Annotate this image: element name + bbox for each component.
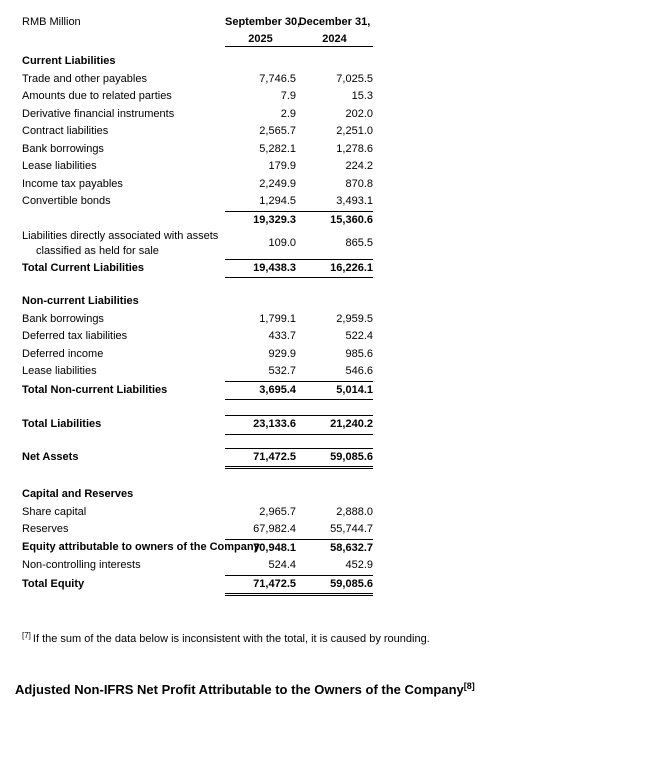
value-cell: 1,799.1 bbox=[259, 312, 296, 325]
row-label: Convertible bonds bbox=[22, 195, 111, 208]
row-label: Current Liabilities bbox=[22, 55, 116, 67]
value-cell: 2,959.5 bbox=[336, 312, 373, 325]
value-cell bbox=[225, 293, 296, 311]
section-heading-text: Adjusted Non-IFRS Net Profit Attributable to the Owners of the Company bbox=[15, 682, 464, 697]
row-label: Deferred income bbox=[22, 347, 104, 360]
value-cell: 16,226.1 bbox=[296, 259, 373, 278]
row-label: Bank borrowings bbox=[22, 142, 104, 155]
value-cell: 71,472.5 bbox=[225, 448, 296, 468]
value-cell: 55,744.7 bbox=[296, 521, 373, 539]
spacer-cell bbox=[296, 434, 373, 448]
row-label: Capital and Reserves bbox=[22, 488, 134, 500]
value-cell: 3,695.4 bbox=[225, 381, 296, 400]
unit-label: RMB Million bbox=[22, 16, 81, 28]
spacer-cell bbox=[225, 434, 296, 448]
table-row bbox=[22, 381, 373, 400]
row-label: Amounts due to related parties bbox=[22, 90, 172, 102]
table-row bbox=[22, 328, 373, 346]
value-cell: 109.0 bbox=[225, 229, 296, 259]
table-row bbox=[22, 521, 373, 539]
col-header-dec31: December 31, bbox=[298, 16, 371, 28]
value-cell: 19,438.3 bbox=[225, 259, 296, 278]
footnote-marker: [7] bbox=[22, 631, 31, 640]
spacer-cell bbox=[225, 278, 296, 294]
row-label bbox=[22, 229, 225, 259]
value-cell bbox=[296, 486, 373, 504]
row-label: Non-current Liabilities bbox=[22, 295, 139, 307]
col-header-year-2024: 2024 bbox=[296, 31, 373, 47]
table-row bbox=[22, 575, 373, 595]
row-label: Deferred tax liabilities bbox=[22, 330, 128, 342]
value-cell: 21,240.2 bbox=[296, 416, 373, 435]
spacer-row bbox=[22, 468, 373, 487]
value-cell: 870.8 bbox=[345, 177, 373, 190]
value-cell: 1,278.6 bbox=[336, 142, 373, 155]
table-row bbox=[22, 259, 373, 278]
value-cell: 1,294.5 bbox=[225, 193, 296, 211]
value-cell: 985.6 bbox=[345, 347, 373, 360]
value-cell: 546.6 bbox=[296, 363, 373, 381]
table-row bbox=[22, 193, 373, 211]
spacer-cell bbox=[22, 278, 225, 294]
table-header bbox=[22, 14, 373, 47]
value-cell: 5,282.1 bbox=[259, 142, 296, 155]
value-cell: 5,014.1 bbox=[296, 381, 373, 400]
col-header-year-2025: 2025 bbox=[225, 31, 296, 47]
table-row bbox=[22, 504, 373, 522]
value-cell: 179.9 bbox=[268, 160, 296, 172]
section-header-row bbox=[22, 53, 373, 71]
value-cell: 224.2 bbox=[345, 160, 373, 172]
value-cell: 202.0 bbox=[345, 107, 373, 120]
table-row bbox=[22, 158, 373, 176]
row-label-line1: Liabilities directly associated with assets bbox=[22, 230, 219, 242]
value-cell bbox=[296, 293, 373, 311]
value-cell: 2,249.9 bbox=[259, 177, 296, 190]
table-row bbox=[22, 141, 373, 159]
value-cell: 929.9 bbox=[268, 347, 296, 360]
value-cell: 59,085.6 bbox=[296, 448, 373, 468]
value-cell: 452.9 bbox=[296, 557, 373, 575]
row-label: Net Assets bbox=[22, 451, 79, 463]
header-row-2 bbox=[22, 31, 373, 47]
spacer-cell bbox=[296, 400, 373, 416]
spacer-cell bbox=[296, 278, 373, 294]
value-cell: 70,948.1 bbox=[253, 541, 296, 554]
financial-table-body bbox=[22, 47, 373, 595]
footnote bbox=[22, 629, 650, 646]
spacer-cell bbox=[22, 434, 225, 448]
section-header-row bbox=[22, 486, 373, 504]
footnote-text: If the sum of the data below is inconsistent with the total, it is caused by rounding. bbox=[32, 633, 430, 645]
value-cell: 3,493.1 bbox=[296, 193, 373, 211]
value-cell bbox=[225, 53, 296, 71]
value-cell: 19,329.3 bbox=[253, 213, 296, 226]
section-header-row bbox=[22, 293, 373, 311]
table-row bbox=[22, 539, 373, 557]
value-cell bbox=[225, 486, 296, 504]
row-label: Total Equity bbox=[22, 578, 85, 590]
value-cell: 58,632.7 bbox=[330, 541, 373, 554]
row-label: Equity attributable to owners of the Company bbox=[22, 541, 260, 554]
header-row-1 bbox=[22, 14, 373, 31]
value-cell: 15.3 bbox=[351, 90, 373, 102]
value-cell: 2,965.7 bbox=[259, 505, 296, 518]
row-label: Contract liabilities bbox=[22, 125, 109, 137]
table-row bbox=[22, 448, 373, 468]
table-row bbox=[22, 363, 373, 381]
section-heading-marker: [8] bbox=[463, 681, 475, 691]
row-label: Reserves bbox=[22, 523, 69, 536]
table-row bbox=[22, 557, 373, 575]
col-header-sep30: September 30, bbox=[225, 16, 301, 28]
value-cell: 67,982.4 bbox=[225, 521, 296, 539]
row-label: Income tax payables bbox=[22, 177, 123, 190]
row-label: Trade and other payables bbox=[22, 72, 147, 85]
table-row bbox=[22, 311, 373, 329]
value-cell: 23,133.6 bbox=[225, 416, 296, 435]
value-cell: 71,472.5 bbox=[225, 575, 296, 595]
header-empty-cell bbox=[22, 31, 225, 47]
table-row bbox=[22, 88, 373, 106]
table-row bbox=[22, 71, 373, 89]
value-cell: 2,251.0 bbox=[336, 125, 373, 137]
row-label: Bank borrowings bbox=[22, 312, 104, 325]
spacer-cell bbox=[22, 468, 225, 487]
row-label: Share capital bbox=[22, 505, 87, 518]
spacer-cell bbox=[225, 400, 296, 416]
spacer-cell bbox=[225, 468, 296, 487]
balance-sheet-table bbox=[22, 14, 373, 596]
value-cell: 522.4 bbox=[345, 330, 373, 342]
value-cell: 532.7 bbox=[225, 363, 296, 381]
value-cell bbox=[296, 53, 373, 71]
table-row bbox=[22, 416, 373, 435]
value-cell: 7.9 bbox=[280, 90, 296, 102]
value-cell: 433.7 bbox=[268, 330, 296, 342]
value-cell: 2,888.0 bbox=[336, 505, 373, 518]
spacer-row bbox=[22, 400, 373, 416]
value-cell: 2.9 bbox=[280, 107, 296, 120]
table-row bbox=[22, 106, 373, 124]
value-cell: 15,360.6 bbox=[330, 213, 373, 226]
table-row bbox=[22, 211, 373, 229]
value-cell: 865.5 bbox=[296, 229, 373, 259]
row-label: Derivative financial instruments bbox=[22, 107, 175, 120]
value-cell: 524.4 bbox=[225, 557, 296, 575]
row-label: Total Current Liabilities bbox=[22, 261, 145, 274]
table-row bbox=[22, 123, 373, 141]
section-heading bbox=[15, 678, 650, 698]
value-cell: 7,025.5 bbox=[336, 72, 373, 85]
spacer-cell bbox=[296, 468, 373, 487]
row-label: Total Liabilities bbox=[22, 418, 102, 430]
value-cell: 7,746.5 bbox=[259, 72, 296, 85]
value-cell: 59,085.6 bbox=[296, 575, 373, 595]
spacer-row bbox=[22, 278, 373, 294]
row-label bbox=[22, 211, 225, 229]
row-label: Non-controlling interests bbox=[22, 559, 141, 572]
row-label: Lease liabilities bbox=[22, 365, 97, 378]
table-row bbox=[22, 176, 373, 194]
row-label: Total Non-current Liabilities bbox=[22, 383, 168, 396]
table-row bbox=[22, 229, 373, 259]
spacer-cell bbox=[22, 400, 225, 416]
row-label-line2: classified as held for sale bbox=[36, 245, 159, 257]
row-label: Lease liabilities bbox=[22, 160, 97, 172]
spacer-row bbox=[22, 434, 373, 448]
table-row bbox=[22, 346, 373, 364]
value-cell: 2,565.7 bbox=[259, 125, 296, 137]
